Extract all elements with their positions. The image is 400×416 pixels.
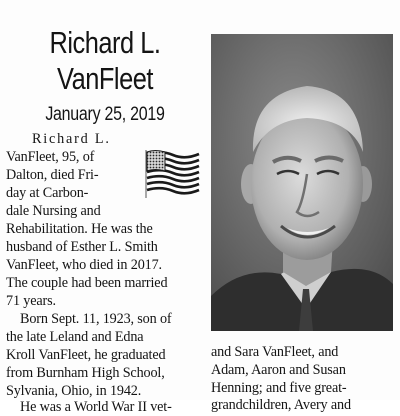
body-line: day at Carbon- [6,185,89,201]
body-line: Henning; and five great- [211,380,347,396]
american-flag-icon [143,148,201,200]
body-line: and Sara VanFleet, and [211,344,339,360]
body-line: the late Leland and Edna [6,329,144,345]
portrait-photo [211,34,393,331]
obituary-name-line-1: Richard L. [49,25,161,60]
body-line: grandchildren, Avery and [211,397,351,413]
obituary-name-line-2: VanFleet [57,61,153,96]
body-line: VanFleet, who died in 2017. [6,257,162,273]
obituary-date: January 25, 2019 [45,104,165,125]
body-line: Rehabilitation. He was the [6,221,153,237]
body-line: Dalton, died Fri- [6,167,99,183]
body-line: VanFleet, 95, of [6,149,95,165]
body-line: husband of Esther L. Smith [6,239,158,255]
body-line: 71 years. [6,293,56,309]
body-line: Adam, Aaron and Susan [211,362,346,378]
body-line: He was a World War II vet- [20,399,172,415]
body-line: Sylvania, Ohio, in 1942. [6,383,142,399]
body-line: The couple had been married [6,275,168,291]
body-line: Kroll VanFleet, he graduated [6,347,166,363]
body-line: Born Sept. 11, 1923, son of [20,311,172,327]
body-line: from Burnham High School, [6,365,165,381]
body-line: dale Nursing and [6,203,101,219]
body-line: Richard L. [32,131,111,147]
